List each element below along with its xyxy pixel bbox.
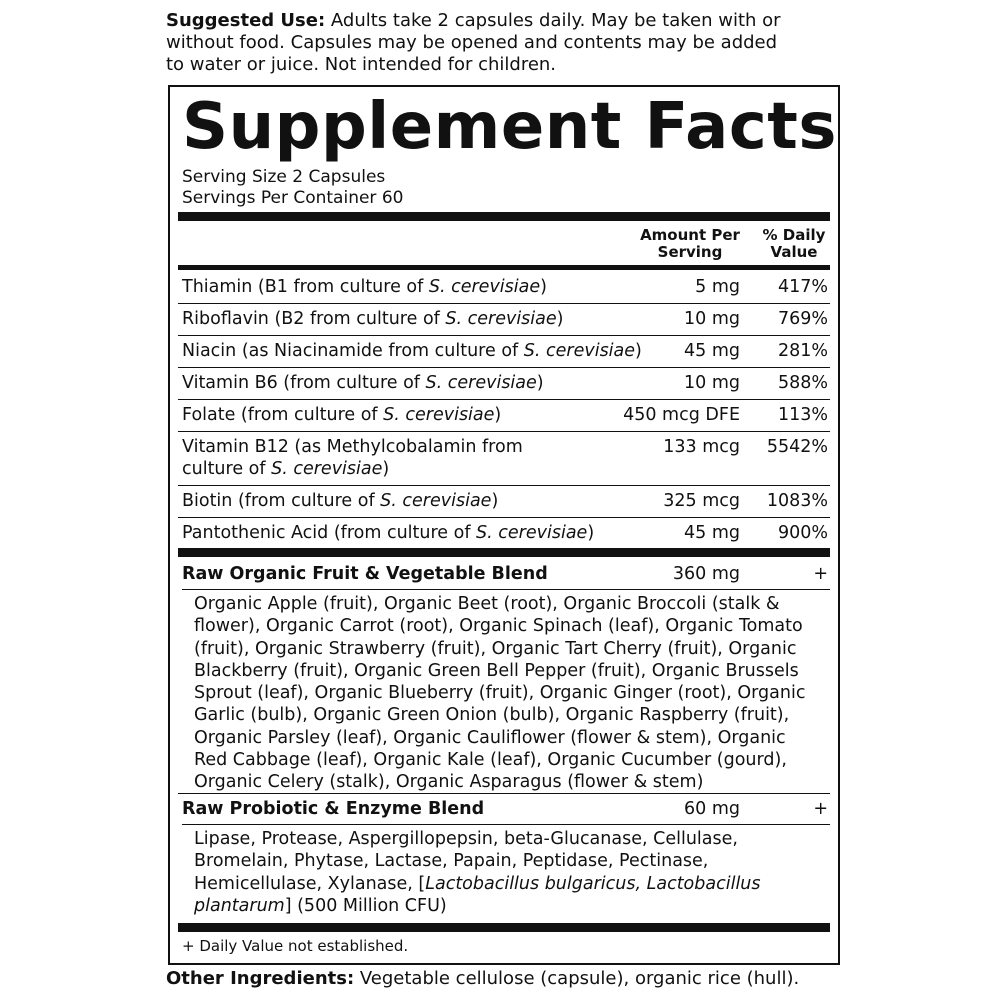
nutrient-name-text: Riboflavin (B2 from culture of <box>182 309 446 329</box>
species-name: S. cerevisiae <box>271 459 383 479</box>
row-divider <box>178 367 830 368</box>
nutrient-name-suffix: ) <box>587 523 595 543</box>
nutrient-dv: 588% <box>777 373 828 393</box>
serving-size: Serving Size 2 Capsules <box>182 167 386 187</box>
suggested-use-label: Suggested Use: <box>166 10 326 31</box>
nutrient-name <box>182 404 662 426</box>
ingredient-line: flower), Organic Carrot (root), Organic Spinach (leaf), Organic Tomato <box>194 616 803 637</box>
nutrient-name-suffix: ) <box>382 459 390 479</box>
nutrient-amount: 5 mg <box>695 277 740 297</box>
row-divider <box>182 824 830 825</box>
nutrient-name <box>182 372 662 394</box>
ingredient-text: Hemicellulase, Xylanase, [ <box>194 873 426 894</box>
ingredient-line: Organic Celery (stalk), Organic Asparagus (flower & stem) <box>194 772 704 793</box>
row-divider <box>178 517 830 518</box>
serving-info <box>182 167 403 209</box>
nutrient-name-text: culture of <box>182 459 272 479</box>
dv-header-line-1: % Daily <box>762 226 826 244</box>
probiotic-species: Lactobacillus bulgaricus, Lactobacillus <box>425 873 761 894</box>
nutrient-name-text: Thiamin (B1 from culture of <box>182 277 429 297</box>
row-divider <box>178 485 830 486</box>
species-name: S. cerevisiae <box>425 373 537 393</box>
nutrient-name-suffix: ) <box>536 373 544 393</box>
thick-divider <box>178 923 830 932</box>
row-divider <box>178 303 830 304</box>
species-name: S. cerevisiae <box>445 309 557 329</box>
nutrient-amount: 450 mcg DFE <box>623 405 740 425</box>
species-name: S. cerevisiae <box>428 277 541 297</box>
nutrient-name <box>182 276 662 298</box>
thick-divider <box>178 212 830 221</box>
suggested-use-line-1 <box>166 10 846 32</box>
row-divider <box>178 335 830 336</box>
ingredient-line: Blackberry (fruit), Organic Green Bell Pepper (fruit), Organic Brussels <box>194 660 799 681</box>
nutrient-dv: 1083% <box>766 491 828 511</box>
nutrient-name-text: Folate (from culture of <box>182 405 384 425</box>
blend-name: Raw Probiotic & Enzyme Blend <box>182 799 485 819</box>
nutrient-name <box>182 340 662 362</box>
amount-per-serving-header <box>640 227 740 261</box>
ingredient-text: ] (500 Million CFU) <box>284 895 447 916</box>
ingredient-line: Red Cabbage (leaf), Organic Kale (leaf), Organic Cucumber (gourd), <box>194 750 787 771</box>
servings-per-container: Servings Per Container 60 <box>182 188 404 208</box>
amount-header-line-2: Serving <box>657 243 723 261</box>
other-ingredients-label: Other Ingredients: <box>166 968 355 989</box>
nutrient-amount: 10 mg <box>684 309 740 329</box>
nutrient-name <box>182 490 662 512</box>
nutrient-amount: 325 mcg <box>663 491 740 511</box>
fruit-vegetable-blend-ingredients <box>194 593 834 794</box>
nutrient-name <box>182 308 662 330</box>
suggested-use-text-2: without food. Capsules may be opened and contents may be added <box>166 32 778 53</box>
daily-value-footnote: + Daily Value not established. <box>182 937 409 955</box>
nutrient-name-suffix: ) <box>556 309 564 329</box>
nutrient-name-suffix: ) <box>635 341 642 361</box>
nutrient-dv: 113% <box>777 405 828 425</box>
blend-amount: 60 mg <box>684 799 740 819</box>
thick-divider <box>178 548 830 557</box>
row-divider <box>178 793 830 794</box>
nutrient-name-suffix: ) <box>491 491 499 511</box>
ingredient-line: Sprout (leaf), Organic Blueberry (fruit), Organic Ginger (root), Organic <box>194 683 806 704</box>
species-name: S. cerevisiae <box>476 523 588 543</box>
species-name: S. cerevisiae <box>380 491 492 511</box>
panel-title: Supplement Facts <box>182 90 837 164</box>
nutrient-amount: 10 mg <box>684 373 740 393</box>
blend-amount: 360 mg <box>672 564 740 584</box>
row-divider <box>182 589 830 590</box>
dv-header-line-2: Value <box>770 243 818 261</box>
ingredient-line: Organic Apple (fruit), Organic Beet (root), Organic Broccoli (stalk & <box>194 594 780 614</box>
nutrient-name-text: Niacin (as Niacinamide from culture of <box>182 341 524 361</box>
ingredient-line: Lipase, Protease, Aspergillopepsin, beta-Glucanase, Cellulase, <box>194 829 738 849</box>
row-divider <box>178 399 830 400</box>
ingredient-line <box>194 895 834 917</box>
nutrient-amount: 45 mg <box>684 523 740 543</box>
nutrient-name-suffix: ) <box>494 405 502 425</box>
ingredient-line: (fruit), Organic Strawberry (fruit), Organic Tart Cherry (fruit), Organic <box>194 638 797 659</box>
species-name: S. cerevisiae <box>383 405 495 425</box>
ingredient-line: Garlic (bulb), Organic Green Onion (bulb), Organic Raspberry (fruit), <box>194 705 790 726</box>
supplement-facts-panel <box>168 85 840 965</box>
blend-name: Raw Organic Fruit & Vegetable Blend <box>182 564 548 584</box>
probiotic-species: plantarum <box>194 895 285 916</box>
blend-dv: + <box>813 564 828 584</box>
daily-value-header <box>754 227 834 261</box>
row-divider <box>178 431 830 432</box>
ingredient-line: Bromelain, Phytase, Lactase, Papain, Peptidase, Pectinase, <box>194 851 709 872</box>
nutrient-name-text: Biotin (from culture of <box>182 491 381 511</box>
nutrient-name <box>182 522 662 544</box>
nutrient-amount: 45 mg <box>684 341 740 361</box>
nutrient-name <box>182 436 662 480</box>
nutrient-name-suffix: ) <box>540 277 547 297</box>
nutrient-amount: 133 mcg <box>663 437 740 457</box>
species-name: S. cerevisiae <box>523 341 636 361</box>
blend-dv: + <box>813 799 828 819</box>
probiotic-enzyme-blend-ingredients <box>194 828 834 917</box>
amount-header-line-1: Amount Per <box>640 226 740 244</box>
ingredient-line: Organic Parsley (leaf), Organic Cauliflower (flower & stem), Organic <box>194 727 786 748</box>
nutrient-dv: 281% <box>777 341 828 361</box>
nutrient-dv: 769% <box>777 309 828 329</box>
nutrient-dv: 417% <box>777 277 828 297</box>
nutrient-name-line-1: Vitamin B12 (as Methylcobalamin from <box>182 437 523 457</box>
other-ingredients-text: Vegetable cellulose (capsule), organic rice (hull). <box>354 968 800 989</box>
header-divider <box>178 265 830 270</box>
nutrient-name-text: Pantothenic Acid (from culture of <box>182 523 477 543</box>
suggested-use-text-1: Adults take 2 capsules daily. May be taken with or <box>325 10 781 31</box>
nutrient-name-text: Vitamin B6 (from culture of <box>182 373 426 393</box>
other-ingredients <box>166 968 986 990</box>
nutrient-dv: 5542% <box>766 437 828 457</box>
suggested-use <box>166 10 846 76</box>
nutrient-dv: 900% <box>777 523 828 543</box>
ingredient-line <box>194 873 834 895</box>
suggested-use-text-3: to water or juice. Not intended for children. <box>166 54 557 75</box>
